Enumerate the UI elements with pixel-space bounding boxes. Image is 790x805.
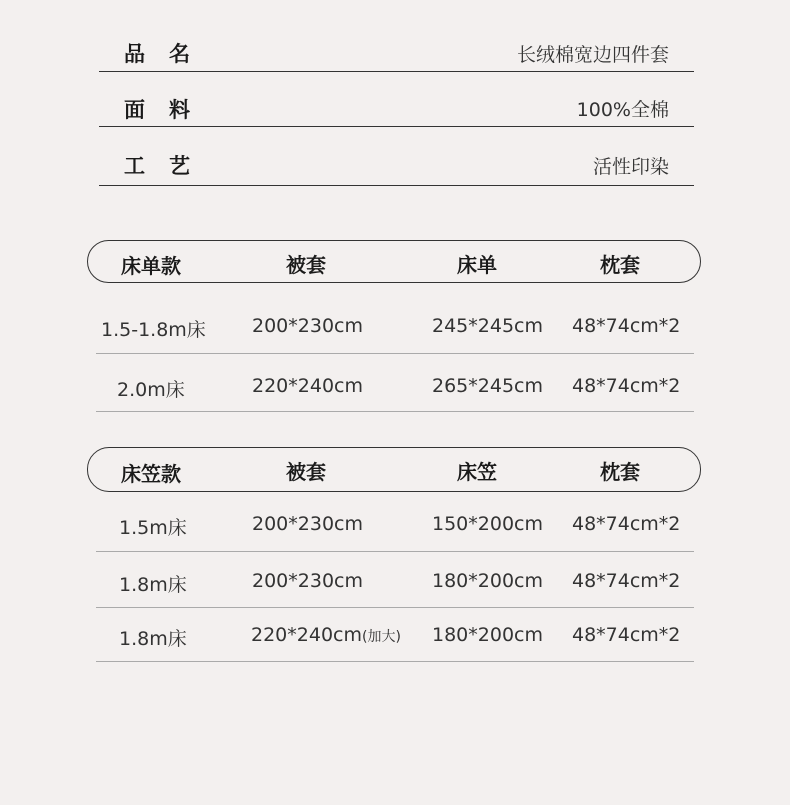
- oversize-note: (加大): [362, 629, 401, 645]
- table-cell: 48*74cm*2: [572, 570, 681, 592]
- table-cell: 180*200cm: [432, 570, 543, 592]
- table-cell: 200*230cm: [252, 570, 363, 592]
- table1-header-col2: 床单: [457, 253, 497, 277]
- table2-header-col2: 床笠: [457, 460, 497, 484]
- table-cell: 2.0m床: [117, 379, 185, 401]
- table1-header: [87, 240, 701, 283]
- table-row: [96, 354, 694, 412]
- table1-header-col0: 床单款: [121, 254, 181, 278]
- table-row: [96, 552, 694, 608]
- table-cell: 265*245cm: [432, 375, 543, 397]
- table1-header-col1: 被套: [286, 253, 326, 277]
- spec-row-craft: [99, 143, 694, 186]
- table-cell: 245*245cm: [432, 315, 543, 337]
- spec-label: 工艺: [124, 154, 214, 178]
- spec-label: 品名: [124, 42, 214, 66]
- spec-value: 长绒棉宽边四件套: [516, 44, 669, 66]
- table-cell: 1.8m床: [119, 574, 187, 596]
- spec-row-name: [99, 32, 694, 72]
- table-row: [96, 498, 694, 552]
- table2-header-col1: 被套: [286, 460, 326, 484]
- table-cell: 48*74cm*2: [572, 513, 681, 535]
- table-cell: 1.5-1.8m床: [101, 319, 206, 341]
- table-row: [96, 608, 694, 662]
- table2-header-col0: 床笠款: [121, 462, 181, 486]
- table-cell: 200*230cm: [252, 513, 363, 535]
- table-cell: 48*74cm*2: [572, 375, 681, 397]
- table-cell: 48*74cm*2: [572, 315, 681, 337]
- table-cell: 150*200cm: [432, 513, 543, 535]
- table2-header-col3: 枕套: [600, 460, 640, 484]
- table-cell: 48*74cm*2: [572, 624, 681, 646]
- table-row: [96, 300, 694, 354]
- spec-value: 活性印染: [592, 156, 669, 178]
- table-cell: 1.5m床: [119, 517, 187, 539]
- table-cell: 220*240cm: [252, 375, 363, 397]
- table-cell-value: 220*240cm: [251, 624, 362, 646]
- table-cell: 200*230cm: [252, 315, 363, 337]
- spec-row-fabric: [99, 88, 694, 127]
- table-cell: [251, 624, 401, 646]
- table-cell: 1.8m床: [119, 628, 187, 650]
- table1-header-col3: 枕套: [600, 253, 640, 277]
- spec-label: 面料: [124, 98, 214, 122]
- spec-value: 100%全棉: [576, 99, 669, 121]
- table-cell: 180*200cm: [432, 624, 543, 646]
- table2-header: [87, 447, 701, 492]
